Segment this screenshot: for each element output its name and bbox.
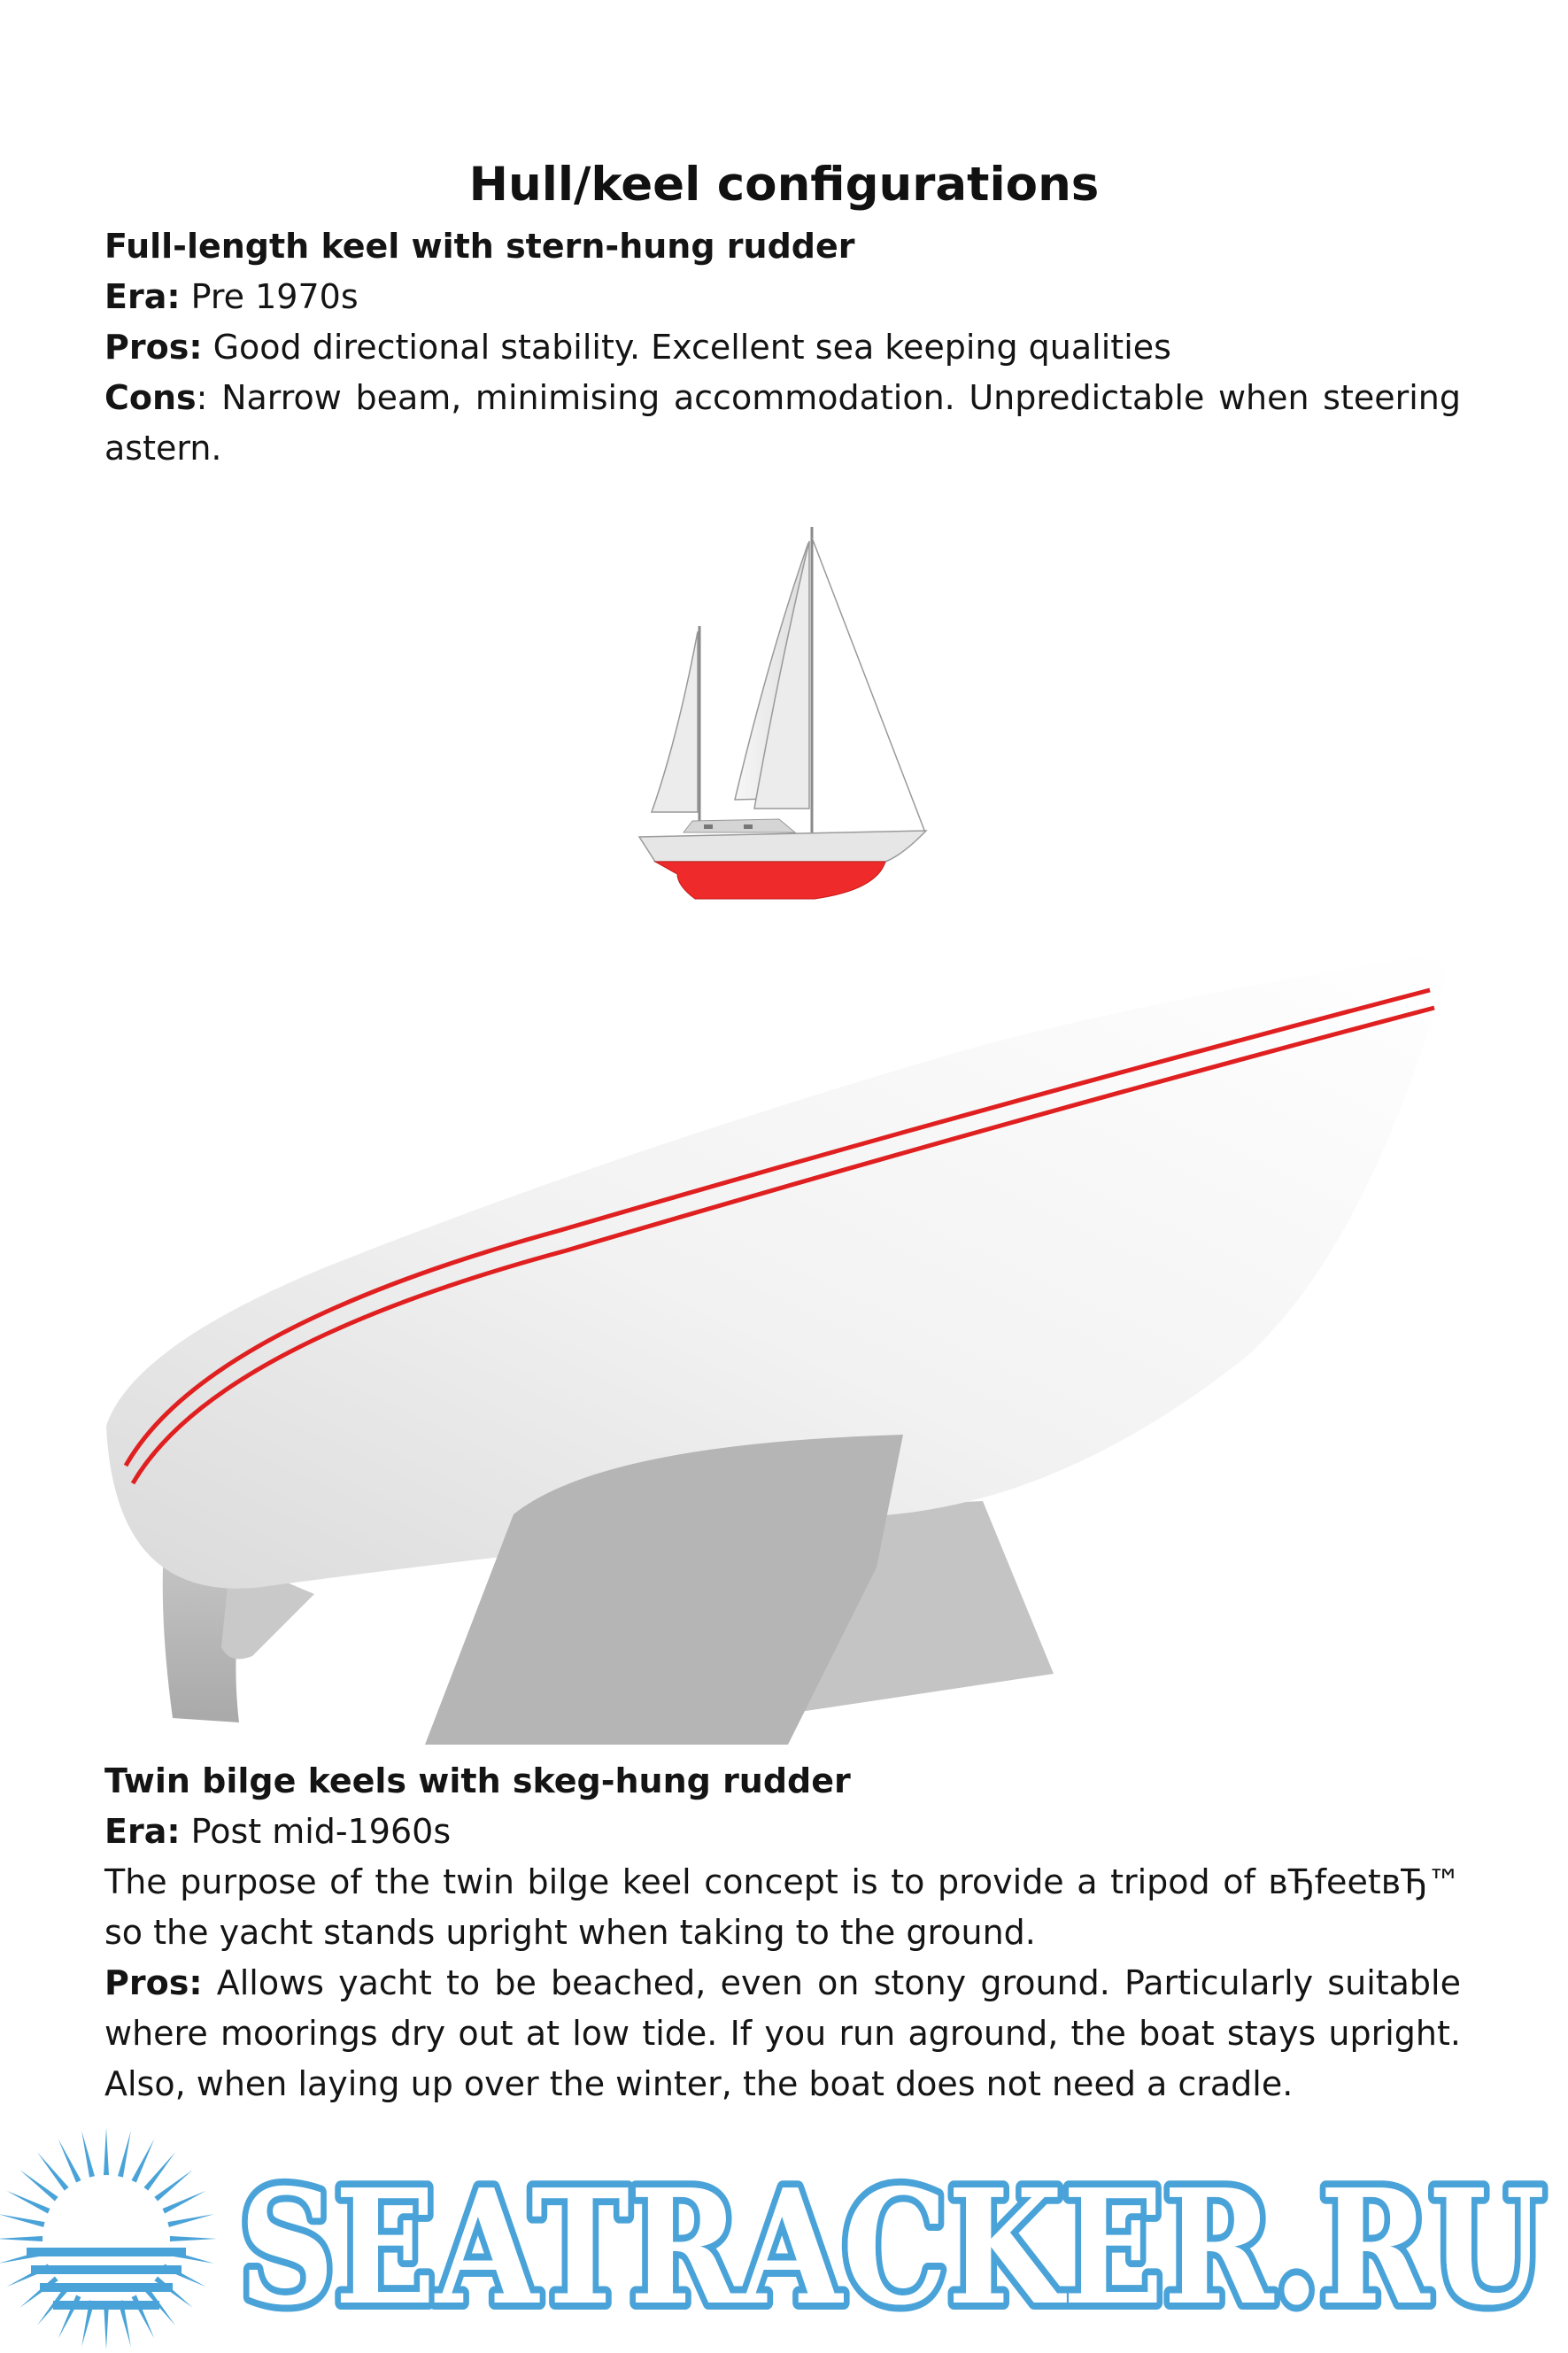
cabin bbox=[684, 819, 795, 832]
section-heading: Full-length keel with stern-hung rudder bbox=[104, 227, 855, 266]
era-label: Era: bbox=[104, 277, 181, 316]
hull-illustration bbox=[97, 948, 1470, 1753]
cons-value: : Narrow beam, minimising accommodation. Unpredictable when steering astern. bbox=[104, 378, 1461, 468]
section-heading: Twin bilge keels with skeg-hung rudder bbox=[104, 1761, 851, 1800]
description-paragraph: The purpose of the twin bilge keel concept is to provide a tripod of вЂfeetвЂ™ so the yacht stands upright when taking to the ground. bbox=[104, 1862, 1461, 1952]
cons-line bbox=[104, 373, 1461, 474]
full-keel bbox=[655, 862, 885, 899]
pros-label: Pros: bbox=[104, 1963, 203, 2002]
cons-label: Cons bbox=[104, 378, 197, 417]
era-line bbox=[104, 272, 1461, 322]
pros-value: Allows yacht to be beached, even on stony ground. Particularly suitable where moorings dry out at low tide. If you run aground, the boat stays upright. Also, when laying up over the winter, the boat does not need a cradle. bbox=[104, 1963, 1461, 2103]
section-twin-bilge-keels bbox=[104, 1756, 1461, 2109]
watermark-text: SEATRACKER.RU bbox=[239, 2155, 1545, 2340]
forestay bbox=[812, 538, 925, 832]
pros-line bbox=[104, 322, 1461, 373]
pros-value: Good directional stability. Excellent sea keeping qualities bbox=[212, 328, 1171, 367]
era-line bbox=[104, 1807, 1461, 1857]
porthole bbox=[744, 824, 753, 829]
era-value: Pre 1970s bbox=[190, 277, 359, 316]
mainsail bbox=[754, 541, 809, 809]
mizzen-sail bbox=[652, 631, 698, 812]
pros-label: Pros: bbox=[104, 328, 203, 367]
page-title: Hull/keel configurations bbox=[468, 158, 1100, 212]
watermark-text-fill: SEATRACKER.RU bbox=[239, 2155, 1545, 2340]
pros-line bbox=[104, 1958, 1461, 2109]
hull-topsides bbox=[639, 831, 926, 862]
yacht-illustration bbox=[637, 527, 930, 908]
era-value: Post mid-1960s bbox=[190, 1812, 452, 1851]
era-label: Era: bbox=[104, 1812, 181, 1851]
porthole bbox=[704, 824, 713, 829]
section-full-length-keel bbox=[104, 221, 1461, 474]
watermark bbox=[0, 2117, 1568, 2353]
